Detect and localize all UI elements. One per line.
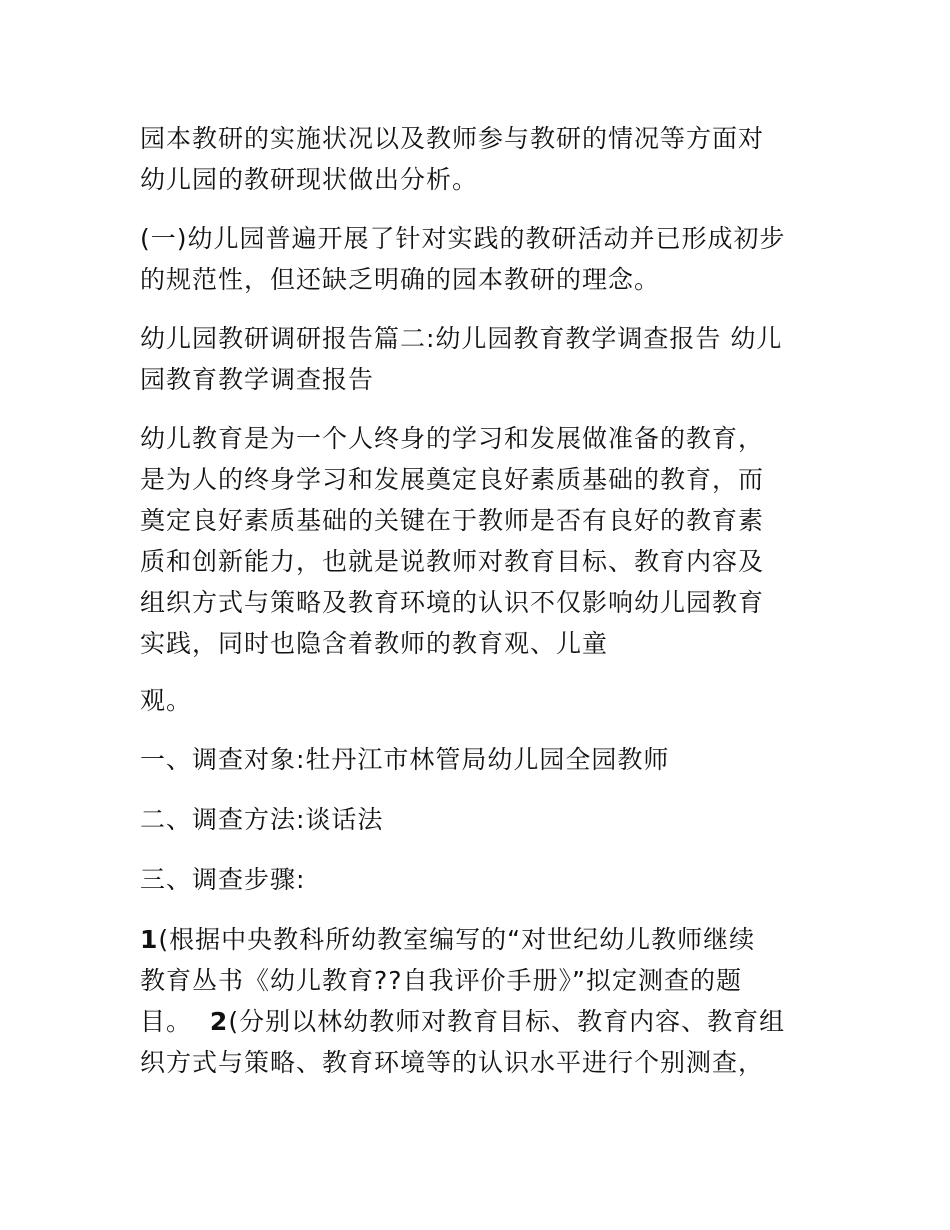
text-line: 园教育教学调查报告 <box>140 365 375 394</box>
text-line <box>140 1001 820 1042</box>
step-text: (根据中央教科所幼教室编写的“对世纪幼儿教师继续 <box>158 925 756 954</box>
text-line: 织方式与策略、教育环境等的认识水平进行个别测查， <box>140 1048 765 1077</box>
text-line: (一)幼儿园普遍开展了针对实践的教研活动并已形成初步 <box>140 224 786 253</box>
text-line: 三、调查步骤: <box>140 865 306 894</box>
survey-steps-paragraph <box>140 919 820 1083</box>
paragraph-continuation <box>140 680 820 721</box>
survey-steps-heading <box>140 859 820 900</box>
step-text: (分别以林幼教师对教育目标、教育内容、教育组 <box>228 1007 786 1036</box>
paragraph-early-education <box>140 418 820 664</box>
text-line: 教育丛书《幼儿教育??自我评价手册》”拟定测查的题 <box>140 966 742 995</box>
paragraph-point-one <box>140 218 820 300</box>
text-line: 幼儿园教研调研报告篇二:幼儿园教育教学调查报告 幼儿 <box>140 324 783 353</box>
text-line: 质和创新能力，也就是说教师对教育目标、教育内容及 <box>140 547 765 576</box>
text-line: 一、调查对象:牡丹江市林管局幼儿园全园教师 <box>140 745 670 774</box>
survey-method <box>140 799 820 840</box>
step-text: 目。 <box>140 1007 210 1036</box>
text-line: 二、调查方法:谈话法 <box>140 805 384 834</box>
text-line: 是为人的终身学习和发展奠定良好素质基础的教育，而 <box>140 465 765 494</box>
text-line: 组织方式与策略及教育环境的认识不仅影响幼儿园教育 <box>140 588 765 617</box>
paragraph-research-analysis <box>140 118 820 200</box>
text-line <box>140 919 820 960</box>
step-number: 2 <box>209 1007 229 1036</box>
text-line: 奠定良好素质基础的关键在于教师是否有良好的教育素 <box>140 506 765 535</box>
survey-subject <box>140 739 820 780</box>
text-line: 园本教研的实施状况以及教师参与教研的情况等方面对 <box>140 124 765 153</box>
step-number: 1 <box>140 925 159 954</box>
text-line: 观。 <box>140 686 193 715</box>
text-line: 幼儿园的教研现状做出分析。 <box>140 165 479 194</box>
paragraph-section-heading <box>140 318 820 400</box>
text-line: 幼儿教育是为一个人终身的学习和发展做准备的教育， <box>140 424 765 453</box>
text-line: 实践，同时也隐含着教师的教育观、儿童 <box>140 629 609 658</box>
text-line: 的规范性，但还缺乏明确的园本教研的理念。 <box>140 265 661 294</box>
